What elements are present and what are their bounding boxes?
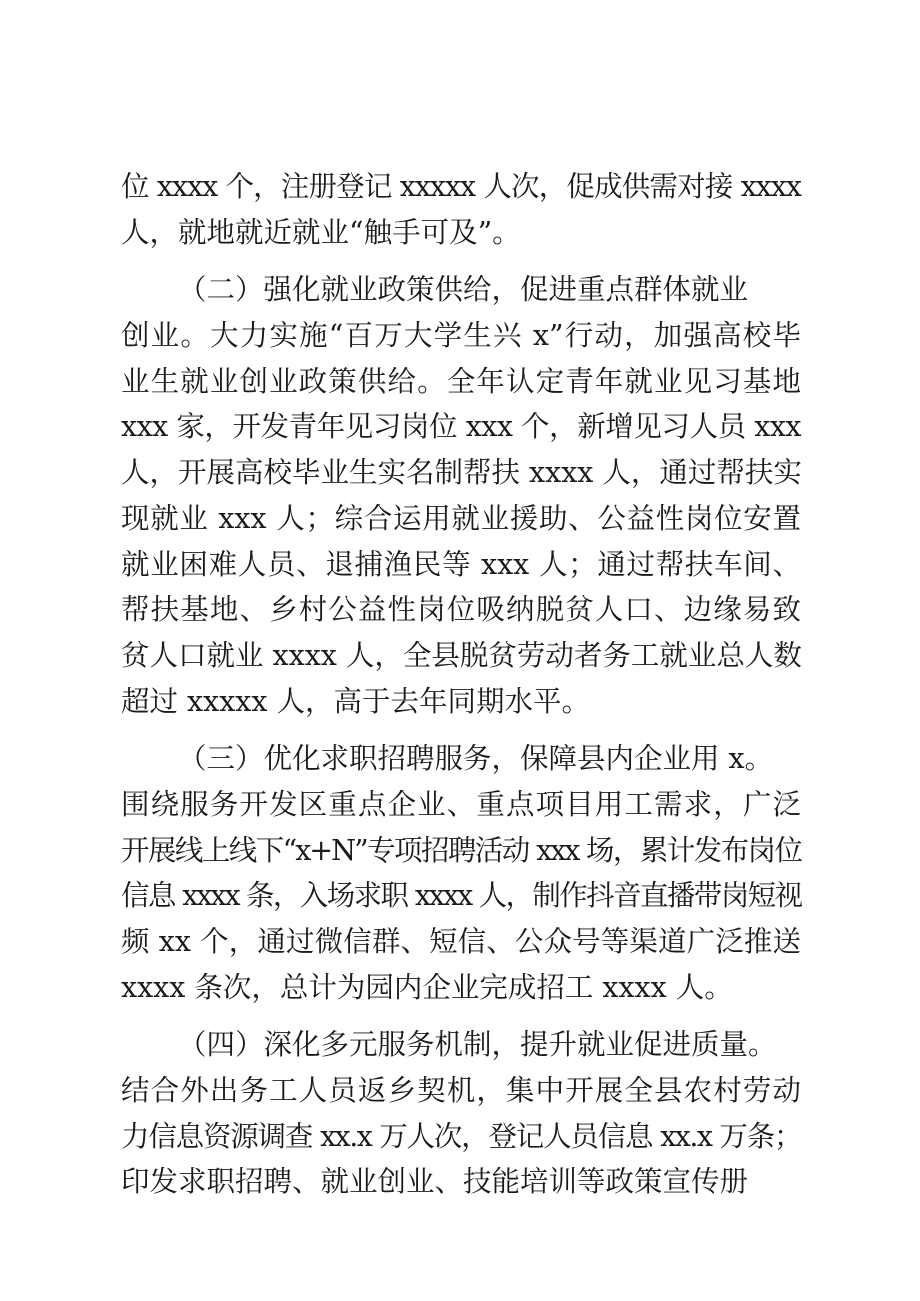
text-line: 业生就业创业政策供给。全年认定青年就业见习基地 — [121, 364, 801, 398]
paragraph-4 — [121, 1022, 801, 1205]
text-line: 围绕服务开发区重点企业、重点项目用工需求，广泛 — [121, 787, 801, 821]
text-line: 开展线上线下“x+N”专项招聘活动 xxx 场，累计发布岗位 — [121, 833, 801, 867]
text-line: 印发求职招聘、就业创业、技能培训等政策宣传册 — [121, 1165, 749, 1199]
text-line: 频 xx 个，通过微信群、短信、公众号等渠道广泛推送 — [121, 925, 801, 958]
text-line: 力信息资源调查 xx.x 万人次，登记人员信息 xx.x 万条； — [121, 1119, 801, 1153]
paragraph-heading: （四）深化多元服务机制，提升就业促进质量。 — [178, 1028, 777, 1062]
text-line: 位 xxxx 个，注册登记 xxxxx 人次，促成供需对接 xxxx — [121, 170, 801, 203]
paragraph-heading: （三）优化求职招聘服务，保障县内企业用 x。 — [178, 742, 774, 776]
text-line: 信息 xxxx 条，入场求职 xxxx 人，制作抖音直播带岗短视 — [121, 879, 801, 913]
text-line: 人，就地就近就业“触手可及”。 — [121, 215, 521, 249]
text-line: xxxx 条次，总计为园内企业完成招工 xxxx 人。 — [121, 970, 733, 1004]
text-line: 就业困难人员、退捕渔民等 xxx 人；通过帮扶车间、 — [121, 547, 801, 581]
paragraph-intro — [121, 164, 801, 255]
text-line: 帮扶基地、乡村公益性岗位吸纳脱贫人口、边缘易致 — [121, 593, 801, 627]
paragraph-3 — [121, 736, 801, 1010]
text-line: 人，开展高校毕业生实名制帮扶 xxxx 人，通过帮扶实 — [121, 456, 802, 490]
text-line: 结合外出务工人员返乡契机，集中开展全县农村劳动 — [121, 1074, 801, 1108]
text-line: xxx 家，开发青年见习岗位 xxx 个，新增见习人员 xxx — [121, 410, 801, 444]
text-line: 超过 xxxxx 人，高于去年同期水平。 — [121, 684, 590, 718]
document-body — [121, 164, 801, 1205]
paragraph-2 — [121, 267, 801, 724]
text-line: 创业。大力实施“百万大学生兴 x”行动，加强高校毕 — [121, 319, 801, 353]
text-line: 现就业 xxx 人；综合运用就业援助、公益性岗位安置 — [121, 501, 801, 535]
text-line: 贫人口就业 xxxx 人，全县脱贫劳动者务工就业总人数 — [121, 638, 802, 672]
paragraph-heading: （二）强化就业政策供给，促进重点群体就业 — [178, 273, 749, 307]
